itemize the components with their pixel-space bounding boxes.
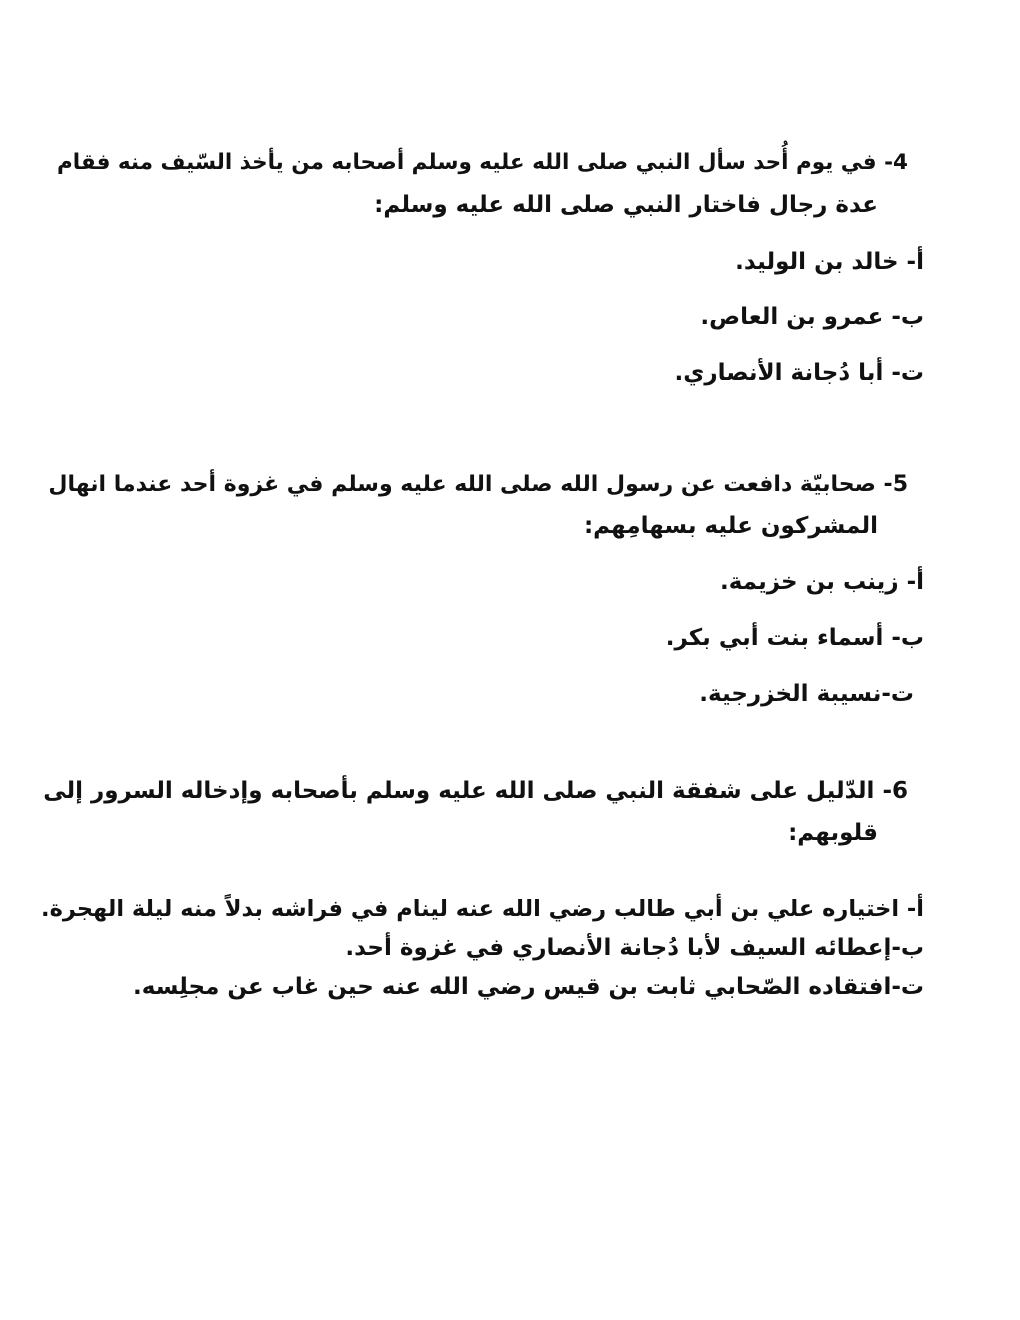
- question-4-stem-text: في يوم أُحد سأل النبي صلى الله عليه وسلم أصحابه من يأخذ السّيف منه فقام: [57, 150, 877, 175]
- question-5-number: 5-: [883, 472, 908, 497]
- question-4-stem-line-2: عدة رجال فاختار النبي صلى الله عليه وسلم:: [374, 192, 878, 218]
- question-5-option-b: ب- أسماء بنت أبي بكر.: [665, 625, 924, 651]
- question-6-option-b: ب-إعطائه السيف لأبا دُجانة الأنصاري في غزوة أحد.: [345, 935, 924, 961]
- question-5-stem-text: صحابيّة دافعت عن رسول الله صلى الله عليه وسلم في غزوة أحد عندما انهال: [48, 472, 876, 497]
- question-4-option-a: أ- خالد بن الوليد.: [735, 249, 924, 275]
- question-4-option-c: ت- أبا دُجانة الأنصاري.: [674, 360, 924, 386]
- question-5-stem-line-2: المشركون عليه بسهامِهم:: [583, 513, 878, 539]
- question-4-option-b: ب- عمرو بن العاص.: [700, 304, 924, 330]
- question-6-number: 6-: [882, 778, 908, 804]
- question-6-option-c: ت-افتقاده الصّحابي ثابت بن قيس رضي الله عنه حين غاب عن مجلِسه.: [133, 974, 924, 1000]
- question-5-option-c: ت-نسيبة الخزرجية.: [699, 681, 914, 707]
- question-6-stem-text: الدّليل على شفقة النبي صلى الله عليه وسلم بأصحابه وإدخاله السرور إلى: [43, 778, 875, 804]
- question-4-stem-line-1: [57, 152, 908, 174]
- question-5-option-a: أ- زينب بن خزيمة.: [719, 569, 924, 595]
- question-4-number: 4-: [884, 150, 908, 175]
- question-6-stem-line-1: [43, 780, 908, 803]
- question-6-stem-line-2: قلوبهم:: [788, 820, 878, 846]
- question-5-stem-line-1: [48, 474, 908, 496]
- question-6-option-a: أ- اختياره علي بن أبي طالب رضي الله عنه لينام في فراشه بدلاً منه ليلة الهجرة.: [41, 896, 924, 922]
